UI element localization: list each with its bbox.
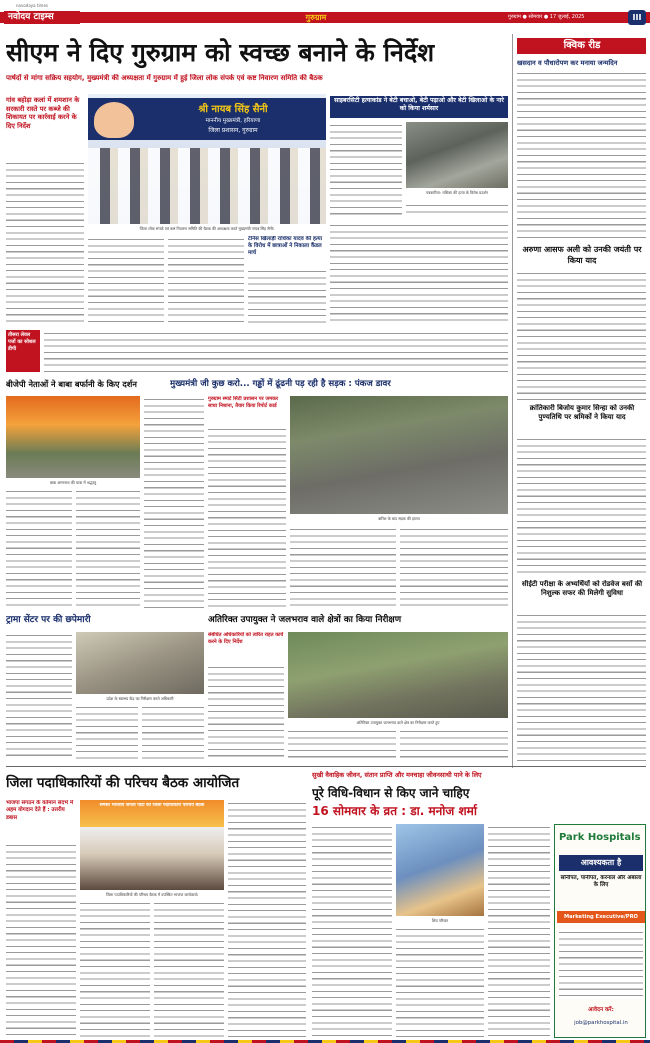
masthead-logo: नवोदय टाइम्स xyxy=(4,11,80,24)
qr-story-2-body xyxy=(517,270,646,400)
bottom-left-banner: समस्त भारतीय जनता पार्टी का जिला पदाधिकारी परिचय बैठक xyxy=(99,803,205,808)
qr-story-4-body xyxy=(517,612,646,764)
drain-body-1 xyxy=(208,664,284,760)
trauma-caption: प्रदेश के स्वास्थ्य केंद्र का निरीक्षण करते अधिकारी xyxy=(106,696,174,701)
page-number: III xyxy=(628,10,646,25)
ad-brand: Park Hospitals xyxy=(559,832,641,843)
road-body-3 xyxy=(400,526,508,608)
lead-subhead: पार्षदों से मांगा सक्रिय सहयोग, मुख्यमंत्री की अध्यक्षता में गुरुग्राम में हुई जिला लोक संपर्क एवं कष्ट निवारण समिति की बैठक xyxy=(6,74,323,82)
banner-portrait xyxy=(94,102,134,138)
bottom-right-head-box xyxy=(312,784,646,820)
inset-body-2 xyxy=(406,202,508,216)
road-headline: मुख्यमंत्री जी कुछ करो... गड्ढों में ढूंढनी पड़ रही है सड़क : पंकज डावर xyxy=(170,379,391,389)
drain-caption: अतिरिक्त उपायुक्त जलभराव वाले क्षेत्र का निरीक्षण करते हुए xyxy=(356,720,440,725)
note-box: तीसरा लेवल पत्तों का सोशल डीपी xyxy=(6,330,40,372)
trauma-photo xyxy=(76,632,204,694)
bottom-right-col-3 xyxy=(488,824,550,1038)
park-hospitals-ad[interactable] xyxy=(554,824,646,1038)
bottom-right-col-2 xyxy=(396,926,484,1038)
side-lead-headline: गांव बहोड़ा कलां में शमशान के सरकारी रास्ते पर कब्जे की शिकायत पर कार्रवाई करने के दिए निर्देश xyxy=(6,96,80,130)
road-body-2 xyxy=(290,526,396,608)
mid-col-headline: टेनिस खिलाड़ी राधिका यादव की हत्या के विरोध में छात्राओं ने निकाला कैंडल मार्च xyxy=(248,236,322,256)
trauma-col-2 xyxy=(76,704,138,760)
quick-read-sidebar xyxy=(512,34,646,768)
inset-caption: पत्रकारिता: राधिका की हत्या के विरोध प्रदर्शन xyxy=(425,190,489,195)
bjp-photo xyxy=(6,396,140,478)
qr-story-2-headline: अरुणा आसफ अली को उनकी जयंती पर किया याद xyxy=(522,245,642,265)
ad-role: Marketing Executive/PRO xyxy=(557,911,645,923)
lead-col-1 xyxy=(88,236,164,326)
qr-story-4-headline: सीईटी परीक्षा के अभ्यर्थियों को रोडवेज बसों की निशुल्क सफर की मिलेगी सुविधा xyxy=(521,580,643,598)
drain-body-2 xyxy=(288,728,396,760)
road-body-1 xyxy=(208,426,286,608)
bottom-left-bullet: भाजपा संगठन के वर्तमान संदर्भ में अहम योगदान देते हैं : उत्तरीय डबास xyxy=(6,800,74,821)
quick-read-title: क्विक रीड xyxy=(517,38,646,54)
trauma-headline: ट्रामा सेंटर पर की छपेमारी xyxy=(6,615,91,625)
lead-col-2 xyxy=(168,236,244,326)
bottom-divider xyxy=(6,766,646,767)
bottom-left-photo xyxy=(80,800,224,890)
lead-headline: सीएम ने दिए गुरुग्राम को स्वच्छ बनाने के निर्देश xyxy=(6,38,435,67)
bjp-col-2 xyxy=(76,488,140,608)
inset-body xyxy=(330,122,402,216)
inset-box xyxy=(330,94,508,218)
ad-tagline: आवश्यकता है xyxy=(559,855,643,871)
drain-body-3 xyxy=(400,728,508,760)
drain-bullet: संबंधित अधिकारियों को त्वरित राहत कार्य करने के दिए निर्देश xyxy=(208,632,284,645)
bottom-right-headline-1: पूरे विधि-विधान से किए जाने चाहिए xyxy=(312,786,470,800)
inset-lower-body xyxy=(330,222,508,326)
bottom-left-col-4 xyxy=(228,800,306,1038)
qr-story-1-headline: खसदान व पौधारोपण कर मनाया जन्मदिन xyxy=(517,59,618,67)
banner-place: जिला प्रशासन, गुरुग्राम xyxy=(208,127,258,134)
bottom-right-photo xyxy=(396,824,484,916)
trauma-col-1 xyxy=(6,632,72,760)
bottom-right-col-1 xyxy=(312,824,392,1038)
banner-title: माननीय मुख्यमंत्री, हरियाणा xyxy=(205,118,261,124)
officials-group xyxy=(88,148,326,224)
bottom-left-caption: जिला पदाधिकारियों की परिचय बैठक में उपस्थित भाजपा कार्यकर्ता। xyxy=(105,892,199,897)
masthead xyxy=(0,0,650,34)
trauma-col-3 xyxy=(142,704,204,760)
inset-photo xyxy=(406,122,508,188)
inset-headline: साइबरसिटी हत्याकांड ने बेटी बचाओ, बेटी पढ़ाओ और बेटी खिलाओ के नारे को किया शर्मसार xyxy=(330,96,508,118)
side-lead-body xyxy=(6,160,84,324)
dateline: गुरुग्राम ● सोमवार ● 17 जुलाई, 2025 xyxy=(508,14,585,20)
lead-photo-caption: जिला लोक संपर्क एवं कष्ट निवारण समिति की बैठक की अध्यक्षता करते मुख्यमंत्री नायब सिंह सैनी। xyxy=(139,226,275,231)
bottom-left-col-1 xyxy=(6,842,76,1038)
qr-story-3-body xyxy=(517,436,646,576)
lead-photo xyxy=(88,94,326,224)
road-bullet: गुरुग्राम स्मार्ट सिटी प्रशासन पर जमकर साधा निशाना, तैयार किया रिपोर्ट कार्ड xyxy=(208,396,279,409)
bottom-left-headline: जिला पदाधिकारियों की परिचय बैठक आयोजित xyxy=(6,775,240,791)
bjp-headline: बीजेपी नेताओं ने बाबा बर्फानी के किए दर्शन xyxy=(6,379,137,389)
section-label: गुरुग्राम xyxy=(305,13,327,22)
ad-email[interactable]: job@parkhospital.in xyxy=(574,1020,628,1026)
bottom-right-headline-2: 16 सोमवार के व्रत : डा. मनोज शर्मा xyxy=(312,804,477,818)
bottom-right-caption: शिव परिवार xyxy=(431,918,449,923)
bjp-col-3 xyxy=(144,396,204,608)
ad-cities: सोनीपत, पानीपत, करनाल और अंबाला के लिए xyxy=(560,875,642,889)
qr-story-1-body xyxy=(517,70,646,240)
bjp-col-1 xyxy=(6,488,72,608)
drain-headline: अतिरिक्त उपायुक्त ने जलभराव वाले क्षेत्रों का किया निरीक्षण xyxy=(208,615,402,625)
mid-col-body xyxy=(248,268,326,326)
bottom-right-kicker: सुखी वैवाहिक जीवन, संतान प्राप्ति और मनचाहा जीवनसाथी पाने के लिए xyxy=(312,771,482,779)
road-photo xyxy=(290,396,508,514)
ad-details xyxy=(559,929,643,999)
bottom-left-col-2 xyxy=(80,900,150,1038)
qr-story-3-headline: क्रांतिकारी बिजोय कुमार सिन्हा को उनकी पुण्यतिथि पर श्रमिकों ने किया याद xyxy=(529,404,635,422)
side-lead xyxy=(6,94,84,326)
road-caption: बारिश के बाद सड़क की हालत xyxy=(378,516,420,521)
banner-name: श्री नायब सिंह सैनी xyxy=(198,104,268,114)
bjp-caption: बाबा अमरनाथ की यात्रा में श्रद्धालु xyxy=(49,480,97,485)
note-body xyxy=(44,330,508,372)
bottom-left-col-3 xyxy=(154,900,224,1038)
masthead-logo-sub: navodaya times xyxy=(16,3,49,8)
drain-photo xyxy=(288,632,508,718)
ad-apply: आवेदन करें: xyxy=(588,1007,614,1013)
